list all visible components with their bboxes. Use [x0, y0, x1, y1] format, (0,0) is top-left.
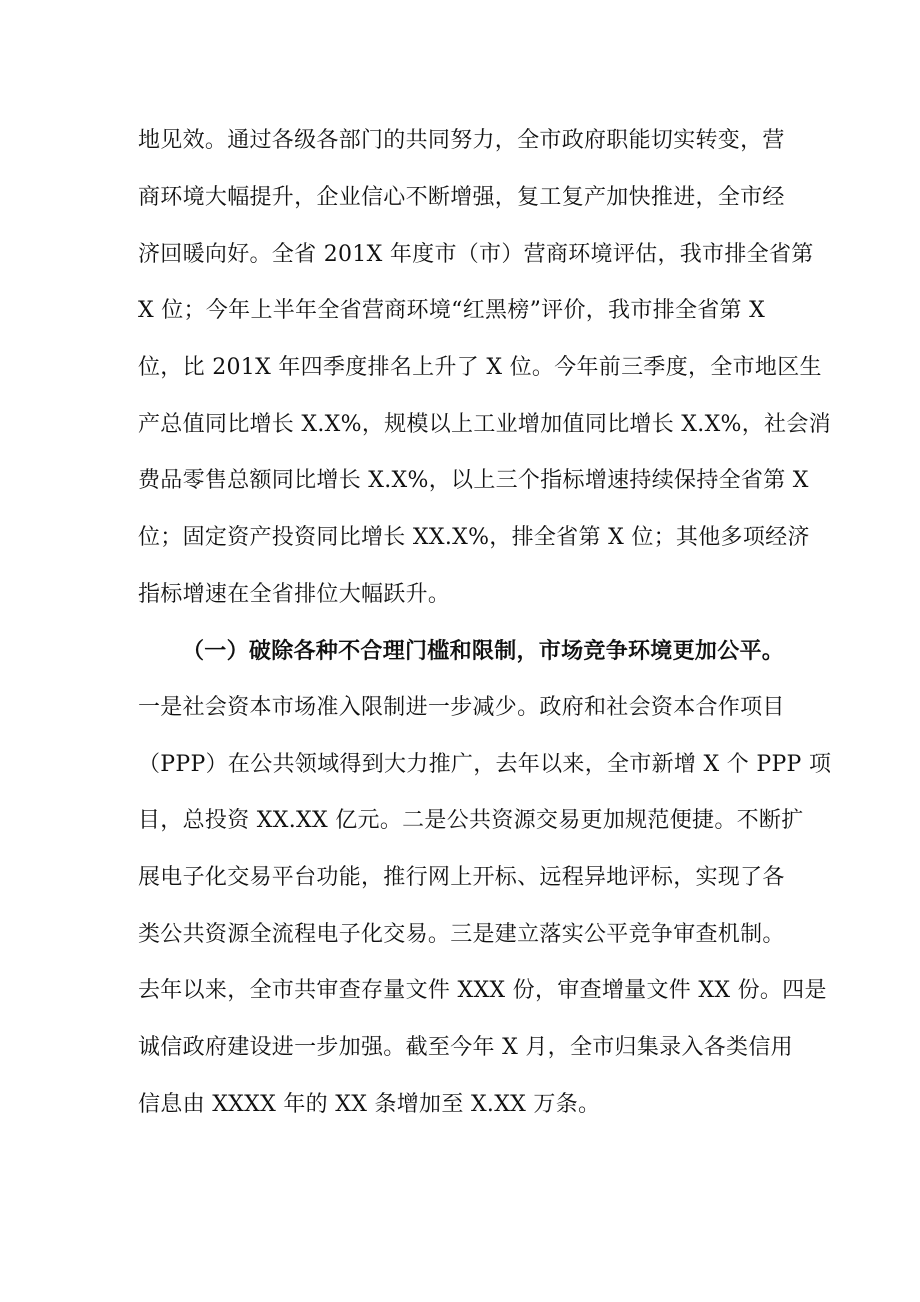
text: 指标增速在全省排位大幅跃升。 — [138, 582, 451, 607]
text: 类公共资源全流程电子化交易。三是建立落实公平竞争审查机制。 — [138, 922, 785, 947]
text: 费品零售总额同比增长 X.X%，以上三个指标增速持续保持全省第 X — [138, 468, 809, 493]
text: 商环境大幅提升，企业信心不断增强，复工复产加快推进，全市经 — [138, 185, 785, 210]
text: 诚信政府建设进一步加强。截至今年 X 月，全市归集录入各类信用 — [138, 1035, 793, 1060]
text: 目，总投资 XX.XX 亿元。二是公共资源交易更加规范便捷。不断扩 — [138, 808, 804, 833]
text: 位；固定资产投资同比增长 XX.X%，排全省第 X 位；其他多项经济 — [138, 525, 810, 550]
text: 位，比 201X 年四季度排名上升了 X 位。今年前三季度，全市地区生 — [138, 355, 822, 380]
text: 去年以来，全市共审查存量文件 XXX 份，审查增量文件 XX 份。四是 — [138, 978, 827, 1003]
text: （PPP）在公共领域得到大力推广，去年以来，全市新增 X 个 PPP 项 — [138, 752, 832, 777]
text: 信息由 XXXX 年的 XX 条增加至 X.XX 万条。 — [138, 1092, 601, 1117]
text: 济回暖向好。全省 201X 年度市（市）营商环境评估，我市排全省第 — [138, 242, 814, 267]
text: X 位；今年上半年全省营商环境“红黑榜”评价，我市排全省第 X — [138, 298, 766, 323]
text: 产总值同比增长 X.X%，规模以上工业增加值同比增长 X.X%，社会消 — [138, 412, 831, 437]
text: 展电子化交易平台功能，推行网上开标、远程异地评标，实现了各 — [138, 865, 785, 890]
text: （一）破除各种不合理门槛和限制，市场竞争环境更加公平。 — [182, 638, 785, 664]
text: 一是社会资本市场准入限制进一步减少。政府和社会资本合作项目 — [138, 695, 785, 720]
text: 地见效。通过各级各部门的共同努力，全市政府职能切实转变，营 — [138, 128, 785, 153]
